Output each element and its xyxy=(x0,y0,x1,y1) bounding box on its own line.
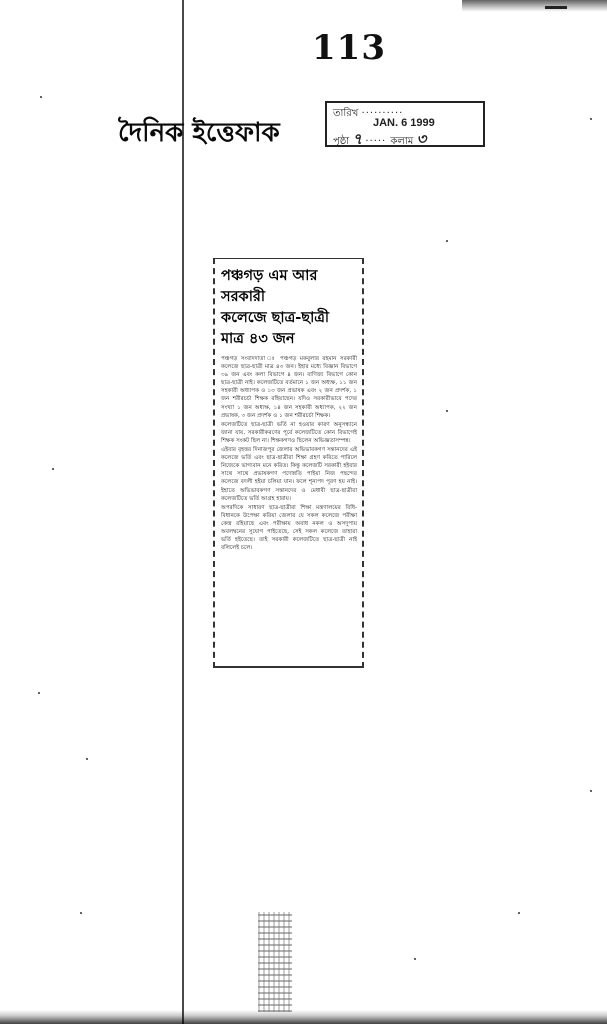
stamp-date-label: তারিখ xyxy=(333,108,359,119)
scan-edge-bottom xyxy=(0,1010,607,1024)
scan-speck xyxy=(590,118,592,120)
page-number: 113 xyxy=(312,28,386,68)
headline-line: কলেজে ছাত্র-ছাত্রী xyxy=(221,309,330,326)
article-paragraph: অপরদিকে সাধারণ ছাত্র-ছাত্রীরা শিক্ষা মন্ত্রণালয়ের বিধি-বিধানকে উপেক্ষা করিয়া জেলার যে সকল কলেজে পরীক্ষা কেন্দ্র রহিয়াছে এবং পরীক্ষায় অবাধ নকল ও অসদুপায় অবলম্বনের সুযোগ পাইতেছে, সেই সকল কলেজে তাহারা ভর্তি হইতেছে। তাই সরকারী কলেজটিতে ছাত্র-ছাত্রী নাই বলিলেই চলে। xyxy=(221,504,357,552)
news-clipping xyxy=(213,258,364,668)
article-headline xyxy=(221,265,357,349)
scan-speck xyxy=(38,692,40,694)
scan-speck xyxy=(518,912,520,914)
scan-speck xyxy=(414,958,416,960)
article-paragraph: কলেজটিতে ছাত্র-ছাত্রী ভর্তি না হওয়ার কারণ অনুসন্ধানে জানা যায়, সরকারীকরণের পূর্বে কলেজটিতে কোন বিভাগেই শিক্ষক সংকট ছিল না। শিক্ষকগণও ছিলেন অভিজ্ঞতাসম্পন্ন। xyxy=(221,421,357,444)
stamp-page-row xyxy=(333,128,426,153)
scan-smudge xyxy=(258,912,292,1012)
stamp-column-label: কলাম xyxy=(390,136,414,147)
stamp-page-value: ৭ xyxy=(352,130,363,148)
scan-speck xyxy=(446,410,448,412)
scan-speck xyxy=(446,240,448,242)
article-paragraph: পঞ্চগড় সংবাদদাতা ঃ পঞ্চগড় মকবুলার রহমান সরকারী কলেজে ছাত্র-ছাত্রী মাত্র ৪৩ জন। ইহার মধ্যে বিজ্ঞান বিভাগে ৩৯ জন এবং কলা বিভাগে ৪ জন। বাণিজ্য বিভাগে কোন ছাত্র-ছাত্রী নাই। কলেজটিতে বর্তমানে ১ জন অধ্যক্ষ, ১১ জন সহকারী অধ্যাপক ও ১৩ জন প্রভাষক এবং ২ জন প্রদর্শক, ১ জন শরীরচর্চা শিক্ষক রহিয়াছেন। যদিও সরকারীভাবে পদের সংখ্যা ১ জন অধ্যক্ষ, ১৪ জন সহকারী অধ্যাপক, ২২ জন প্রভাষক, ৩ জন প্রদর্শক ও ১ জন শরীরচর্চা শিক্ষক। xyxy=(221,356,357,419)
stamp-page-label: পৃষ্ঠা xyxy=(333,136,350,147)
scan-speck xyxy=(80,912,82,914)
stamp-column-value: ৩ xyxy=(416,130,427,148)
headline-line: মাত্র ৪৩ জন xyxy=(221,330,295,347)
scan-speck xyxy=(545,6,567,9)
stamp-dots: ·········· xyxy=(361,108,404,119)
scan-speck xyxy=(590,790,592,792)
stamp-date-value: JAN. 6 1999 xyxy=(373,117,435,129)
newspaper-name: দৈনিক ইত্তেফাক xyxy=(118,118,280,148)
date-stamp xyxy=(325,101,485,147)
article-paragraph: এইবার বৃহত্তর দিনাজপুর জেলার অভিভাবকগণ সন্তানদের এই কলেজে ভর্তি এবং ছাত্র-ছাত্রীরা শিক্ষা গ্রহণ করিতে পারিলে নিজেকে ভাগ্যবান মনে করিত। কিন্তু কলেজটি সরকারী হইবার সাথে সাথে প্রভাষকগণ পদোন্নতি পাইয়া নিজ পছন্দের কলেজে বদলী হইয়া চলিয়া যান। ফলে শূন্যপদ পূরণ হয় নাই। ইহাতে অভিভাবকগণ সন্তানদের ও মেধাবী ছাত্র-ছাত্রীরা কলেজটিতে ভর্তি আগ্রহ হারায়। xyxy=(221,447,357,502)
stamp-dots: ····· xyxy=(365,136,391,147)
scan-edge-top xyxy=(462,0,607,12)
headline-line: পঞ্চগড় এম আর সরকারী xyxy=(221,267,318,305)
scan-speck xyxy=(86,758,88,760)
scan-speck xyxy=(40,96,42,98)
scan-speck xyxy=(52,468,54,470)
